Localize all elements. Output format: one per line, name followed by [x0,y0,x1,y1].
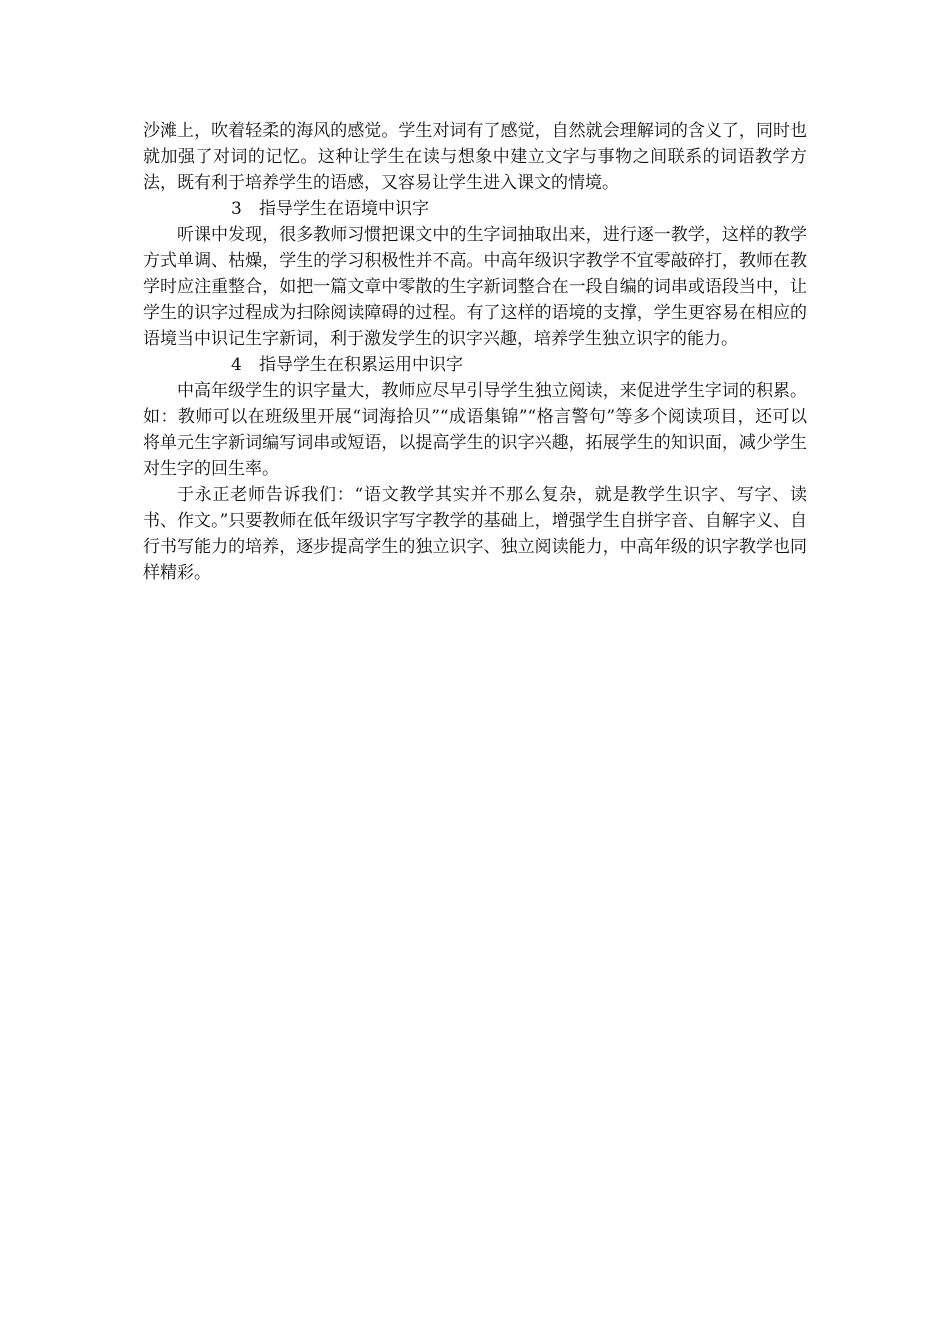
document-body [143,118,807,586]
section-heading-3 [143,196,807,222]
section-title: 指导学生在语境中识字 [259,199,429,219]
section-title: 指导学生在积累运用中识字 [259,355,463,375]
paragraph-accumulation: 中高年级学生的识字量大，教师应尽早引导学生独立阅读，来促进学生字词的积累。如：教师可以在班级里开展“词海拾贝”“成语集锦”“格言警句”等多个阅读项目，还可以将单元生字新词编写词串或短语，以提高学生的识字兴趣，拓展学生的知识面，减少学生对生字的回生率。 [143,381,807,479]
section-number: 3 [231,199,242,219]
paragraph-conclusion: 于永正老师告诉我们：“语文教学其实并不那么复杂，就是教学生识字、写字、读书、作文。”只要教师在低年级识字写字教学的基础上，增强学生自拼字音、自解字义、自行书写能力的培养，逐步提高学生的独立识字、独立阅读能力，中高年级的识字教学也同样精彩。 [143,485,807,583]
paragraph-continued: 沙滩上，吹着轻柔的海风的感觉。学生对词有了感觉，自然就会理解词的含义了，同时也就加强了对词的记忆。这种让学生在读与想象中建立文字与事物之间联系的词语教学方法，既有利于培养学生的语感，又容易让学生进入课文的情境。 [143,121,807,193]
section-number: 4 [231,355,242,375]
paragraph-context-literacy: 听课中发现，很多教师习惯把课文中的生字词抽取出来，进行逐一教学，这样的教学方式单调、枯燥，学生的学习积极性并不高。中高年级识字教学不宜零敲碎打，教师在教学时应注重整合，如把一篇文章中零散的生字新词整合在一段自编的词串或语段当中，让学生的识字过程成为扫除阅读障碍的过程。有了这样的语境的支撑，学生更容易在相应的语境当中识记生字新词，利于激发学生的识字兴趣，培养学生独立识字的能力。 [143,225,807,349]
section-heading-4 [143,352,807,378]
